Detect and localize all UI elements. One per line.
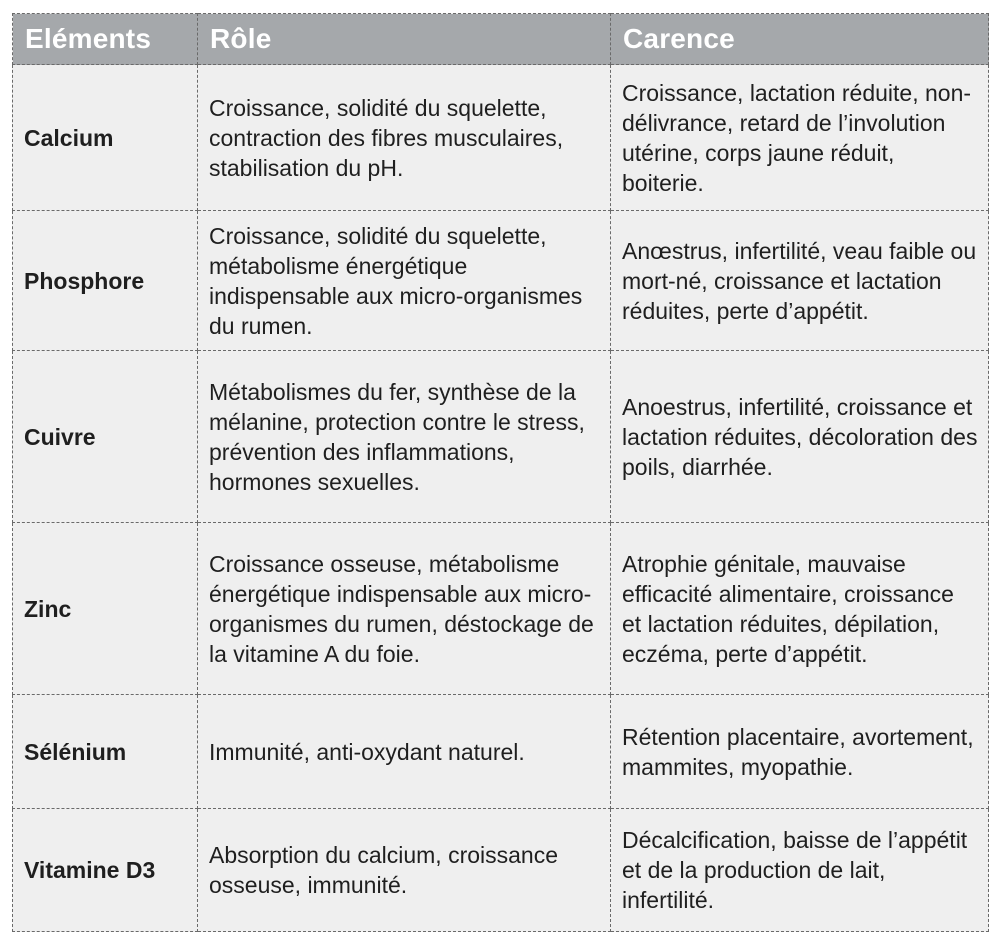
role-cell: Croissance, solidité du squelette, contraction des fibres musculaires, stabilisation du pH. — [198, 65, 611, 211]
element-cell: Sélénium — [13, 695, 198, 809]
carence-cell: Croissance, lactation réduite, non-délivrance, retard de l’involution utérine, corps jaune réduit, boiterie. — [611, 65, 989, 211]
element-cell: Calcium — [13, 65, 198, 211]
table-row — [13, 695, 989, 809]
carence-cell: Anœstrus, infertilité, veau faible ou mort-né, croissance et lactation réduites, perte d’appétit. — [611, 211, 989, 351]
element-cell: Phosphore — [13, 211, 198, 351]
role-cell: Métabolismes du fer, synthèse de la mélanine, protection contre le stress, prévention des inflammations, hormones sexuelles. — [198, 351, 611, 523]
element-cell: Cuivre — [13, 351, 198, 523]
table-row — [13, 211, 989, 351]
header-carence: Carence — [611, 14, 989, 65]
table-row — [13, 809, 989, 932]
header-role: Rôle — [198, 14, 611, 65]
role-cell: Croissance, solidité du squelette, métabolisme énergétique indispensable aux micro-organismes du rumen. — [198, 211, 611, 351]
role-cell: Immunité, anti-oxydant naturel. — [198, 695, 611, 809]
carence-cell: Décalcification, baisse de l’appétit et de la production de lait, infertilité. — [611, 809, 989, 932]
element-cell: Zinc — [13, 523, 198, 695]
nutrition-table-container — [12, 13, 988, 930]
table-row — [13, 65, 989, 211]
role-cell: Croissance osseuse, métabolisme énergétique indispensable aux micro-organismes du rumen, déstockage de la vitamine A du foie. — [198, 523, 611, 695]
table-row — [13, 523, 989, 695]
table-header-row — [13, 14, 989, 65]
role-cell: Absorption du calcium, croissance osseuse, immunité. — [198, 809, 611, 932]
header-elements: Eléments — [13, 14, 198, 65]
element-cell: Vitamine D3 — [13, 809, 198, 932]
carence-cell: Atrophie génitale, mauvaise efficacité alimentaire, croissance et lactation réduites, dépilation, eczéma, perte d’appétit. — [611, 523, 989, 695]
table-row — [13, 351, 989, 523]
nutrition-table — [12, 13, 989, 932]
carence-cell: Anoestrus, infertilité, croissance et lactation réduites, décoloration des poils, diarrhée. — [611, 351, 989, 523]
carence-cell: Rétention placentaire, avortement, mammites, myopathie. — [611, 695, 989, 809]
